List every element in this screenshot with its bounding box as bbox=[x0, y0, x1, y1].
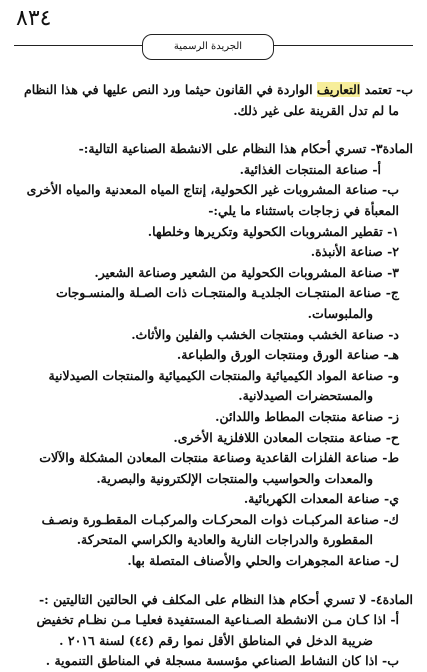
article-3-item: هـ- صناعة الورق ومنتجات الورق والطباعة. bbox=[176, 347, 399, 363]
article-4-intro: المادة٤- لا تسري أحكام هذا النظام على المكلف في الحالتين التاليتين :- bbox=[38, 591, 413, 607]
page-number: ٨٣٤ bbox=[16, 6, 52, 31]
article-3-item: ز- صناعة منتجات المطاط واللدائن. bbox=[215, 408, 399, 424]
journal-title: الجريدة الرسمية bbox=[142, 34, 274, 60]
clause-b-line-1 bbox=[8, 80, 413, 101]
article-3-item: ج- صناعة المنتجـات الجلديـة والمنتجـات ذات الصـلة والمنسـوجات bbox=[55, 285, 399, 301]
clause-b-line-2: ما لم تدل القرينة على غير ذلك. bbox=[233, 102, 399, 118]
article-3-item: ك- صناعة المركبـات ذوات المحركـات والمركبـات المقطـورة ونصـف bbox=[41, 511, 399, 527]
document-body bbox=[8, 80, 413, 672]
article-3-item: ب- صناعة المشروبات غير الكحولية، إنتاج المياه المعدنية والمياه الأخرى bbox=[26, 182, 399, 198]
article-3-intro: المادة٣- تسري أحكام هذا النظام على الانشطة الصناعية التالية:- bbox=[78, 141, 413, 157]
article-3-item: ١- تقطير المشروبات الكحولية وتكريرها وخلطها. bbox=[147, 223, 399, 239]
clause-b-text-end: الواردة في القانون حيثما ورد النص عليها في هذا النظام bbox=[23, 82, 317, 97]
article-3-item: ل- صناعة المجوهرات والحلي والأصناف المتصلة بها. bbox=[127, 553, 399, 569]
article-4-item: ب- اذا كان النشاط الصناعي مؤسسة مسجلة في المناطق التنموية . bbox=[45, 653, 399, 669]
article-3-item: ٣- صناعة المشروبات الكحولية من الشعير وصناعة الشعير. bbox=[94, 264, 399, 280]
article-3-item: والمستحضرات الصيدلانية. bbox=[238, 388, 373, 404]
article-4-item: أ- اذا كـان مـن الانشطة الصـناعية المستفيدة فعليـا مـن نظـام تخفيض bbox=[36, 612, 399, 628]
article-4-item: ضريبة الدخل في المناطق الأقل نموا رقم (٤٤) لسنة ٢٠١٦ . bbox=[59, 632, 373, 648]
article-3-item: ٢- صناعة الأنبذة. bbox=[310, 244, 399, 260]
article-3-item: ي- صناعة المعدات الكهربائية. bbox=[243, 491, 399, 507]
clause-b-text-start: ب- تعتمد bbox=[360, 82, 413, 97]
article-3-item: ح- صناعة منتجات المعادن اللافلزية الأخرى. bbox=[173, 429, 399, 445]
article-3-item: و- صناعة المواد الكيميائية والمنتجات الكيميائية والمنتجات الصيدلانية bbox=[48, 367, 399, 383]
highlighted-term: التعاريف bbox=[316, 82, 361, 97]
article-3-item: والمعدات والحواسيب والمنتجات الإلكترونية والبصرية. bbox=[96, 470, 373, 486]
article-3-item: والملبوسات. bbox=[307, 305, 373, 321]
article-3-item: المقطورة والدراجات النارية والعادية والكراسي المتحركة. bbox=[76, 532, 373, 548]
article-3-item: المعبأة في زجاجات باستثناء ما يلي:- bbox=[208, 202, 399, 218]
article-3-item: ط- صناعة الفلزات القاعدية وصناعة منتجات المعادن المشكلة والآلات bbox=[39, 450, 399, 466]
article-3-item: أ- صناعة المنتجات الغذائية. bbox=[239, 161, 381, 177]
article-3-item: د- صناعة الخشب ومنتجات الخشب والفلين والأثاث. bbox=[131, 326, 399, 342]
